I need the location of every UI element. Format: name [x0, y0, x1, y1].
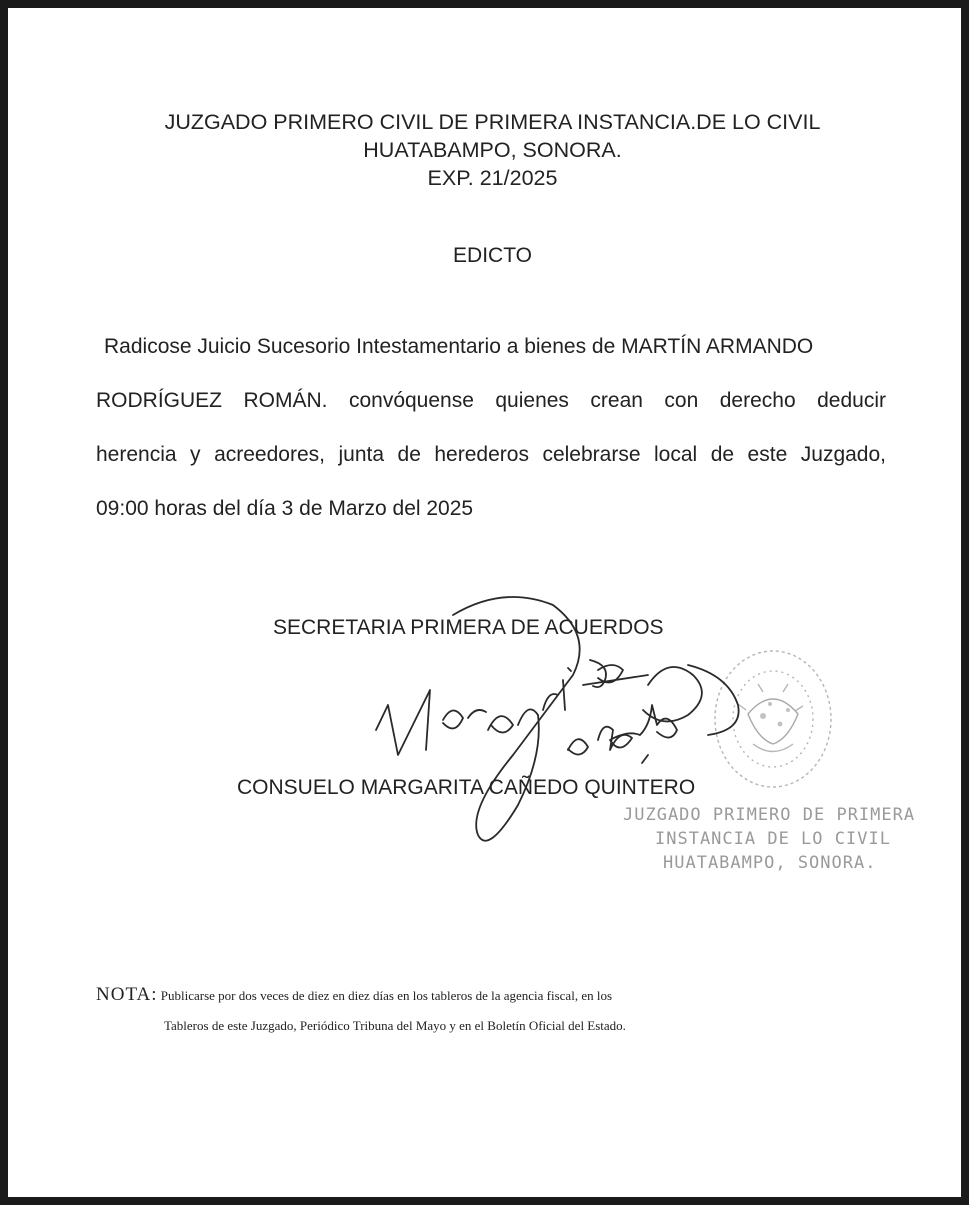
court-header	[8, 108, 969, 192]
stamp-line-3: HUATABAMPO, SONORA.	[663, 853, 877, 873]
document-title: EDICTO	[453, 244, 532, 267]
edict-body	[96, 320, 886, 536]
stamp-line-2: INSTANCIA DE LO CIVIL	[655, 829, 891, 849]
signer-position: SECRETARIA PRIMERA DE ACUERDOS	[273, 616, 664, 639]
publication-note	[96, 980, 626, 1041]
body-line-1: Radicose Juicio Sucesorio Intestamentario a bienes de MARTÍN ARMANDO	[104, 335, 814, 358]
note-line-1: Publicarse por dos veces de diez en diez días en los tableros de la agencia fiscal, en los	[160, 988, 613, 1003]
court-location: HUATABAMPO, SONORA.	[363, 138, 622, 162]
body-line-3: herencia y acreedores, junta de herederos celebrarse local de este Juzgado,	[96, 443, 886, 466]
court-stamp	[623, 803, 915, 875]
stamp-line-1: JUZGADO PRIMERO DE PRIMERA	[623, 805, 916, 825]
note-label: NOTA:	[96, 984, 158, 1005]
note-line-2: Tableros de este Juzgado, Periódico Tribuna del Mayo y en el Boletín Oficial del Estado.	[164, 1018, 626, 1033]
court-name: JUZGADO PRIMERO CIVIL DE PRIMERA INSTANCIA.DE LO CIVIL	[164, 110, 821, 134]
signer-name: CONSUELO MARGARITA CAÑEDO QUINTERO	[237, 776, 696, 799]
case-number: EXP. 21/2025	[427, 166, 558, 190]
body-line-4: 09:00 horas del día 3 de Marzo del 2025	[96, 497, 474, 520]
body-line-2: RODRÍGUEZ ROMÁN. convóquense quienes crean con derecho deducir	[96, 389, 886, 412]
